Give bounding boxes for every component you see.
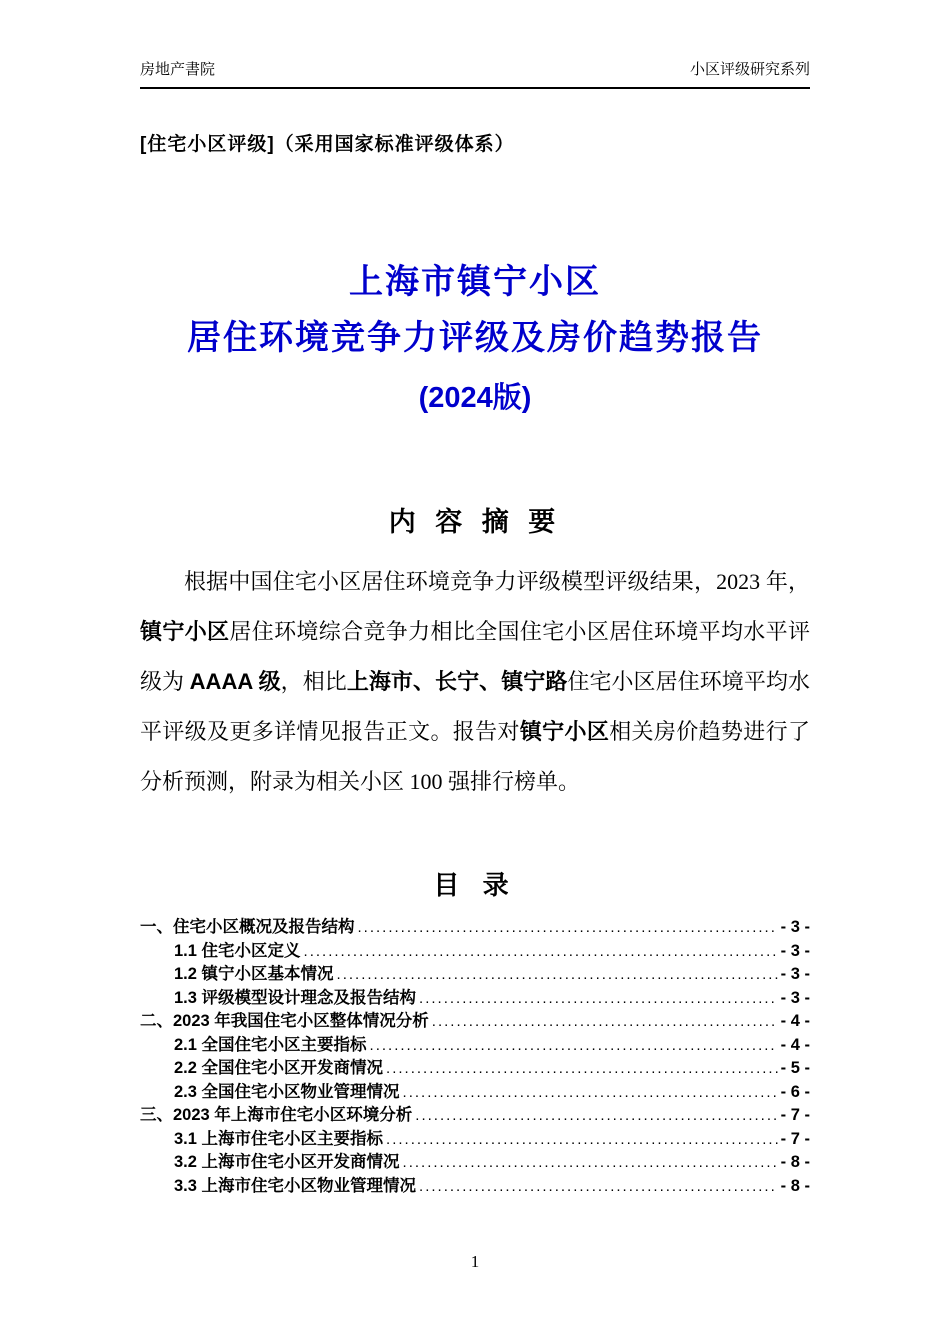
toc-entry[interactable] [140, 1034, 810, 1058]
toc-entry[interactable] [140, 1128, 810, 1152]
toc-entry-page: - 3 - [780, 941, 810, 960]
toc-entry[interactable] [140, 1057, 810, 1081]
toc-entry[interactable] [140, 940, 810, 964]
toc-entry-label: 2.2 全国住宅小区开发商情况 [174, 1059, 384, 1077]
paragraph-bold-run: 镇宁小区 [140, 619, 230, 644]
document-header [140, 58, 810, 89]
toc-entry-label: 1.3 评级模型设计理念及报告结构 [174, 988, 417, 1007]
toc-dot-leader [358, 916, 778, 940]
rating-tag-line: [住宅小区评级]（采用国家标准评级体系） [140, 134, 515, 155]
abstract-heading: 内 容 摘 要 [388, 507, 562, 537]
report-title-line1: 上海市镇宁小区 [349, 263, 601, 301]
toc-entry[interactable] [140, 1151, 810, 1175]
toc-dot-leader [386, 1057, 778, 1081]
table-of-contents [140, 916, 810, 1198]
paragraph-text-run: 住宅小区居住环境平均水平评级及更多详情见报告正文。报告对 [140, 669, 810, 744]
toc-entry-label: 3.1 上海市住宅小区主要指标 [174, 1129, 384, 1148]
toc-dot-leader [432, 1010, 778, 1034]
paragraph-text-run: 相关房价趋势进行了分析预测，附录为相关小区 100 强排行榜单。 [140, 719, 810, 794]
toc-entry[interactable] [140, 987, 810, 1011]
toc-entry-label: 1.1 住宅小区定义 [174, 941, 301, 960]
paragraph-bold-run: 上海市、长宁、镇宁路 [346, 669, 568, 694]
toc-entry[interactable] [140, 1010, 810, 1034]
toc-dot-leader [370, 1034, 778, 1058]
toc-entry[interactable] [140, 1104, 810, 1128]
toc-dot-leader [419, 1175, 778, 1199]
toc-dot-leader [419, 987, 778, 1011]
toc-entry-page: - 5 - [780, 1059, 810, 1077]
paragraph-bold-run: AAAA 级 [189, 669, 281, 694]
toc-entry-page: - 3 - [780, 988, 810, 1007]
toc-entry[interactable] [140, 963, 810, 987]
toc-dot-leader [415, 1104, 777, 1128]
toc-dot-leader [403, 1151, 778, 1175]
toc-dot-leader [403, 1081, 778, 1105]
page-number: 1 [470, 1252, 480, 1271]
toc-entry-label: 一、住宅小区概况及报告结构 [140, 918, 355, 936]
header-left-text: 房地产書院 [140, 61, 216, 78]
toc-dot-leader [386, 1128, 778, 1152]
toc-entry-page: - 6 - [780, 1082, 810, 1101]
toc-entry-label: 3.2 上海市住宅小区开发商情况 [174, 1153, 400, 1171]
header-right-text: 小区评级研究系列 [689, 61, 810, 78]
toc-entry-label: 1.2 镇宁小区基本情况 [174, 965, 334, 983]
paragraph-text-run: 居住环境综合竞争力相比全国住宅小区居住环境平均水平评级为 [140, 619, 810, 694]
toc-entry[interactable] [140, 916, 810, 940]
toc-entry-page: - 3 - [780, 918, 810, 936]
toc-entry-label: 3.3 上海市住宅小区物业管理情况 [174, 1176, 417, 1195]
toc-entry-page: - 8 - [780, 1176, 810, 1195]
paragraph-text-run: 根据中国住宅小区居住环境竞争力评级模型评级结果，2023 年， [184, 569, 810, 594]
report-title-edition: (2024版) [418, 382, 532, 414]
toc-entry-page: - 8 - [780, 1153, 810, 1171]
abstract-paragraph [140, 557, 810, 807]
toc-dot-leader [304, 940, 778, 964]
toc-entry-label: 三、2023 年上海市住宅小区环境分析 [140, 1106, 413, 1124]
toc-entry-page: - 7 - [780, 1129, 810, 1148]
toc-entry-label: 2.1 全国住宅小区主要指标 [174, 1035, 367, 1054]
toc-entry-page: - 4 - [780, 1012, 810, 1030]
paragraph-text-run: ，相比 [280, 669, 347, 694]
toc-entry-label: 二、2023 年我国住宅小区整体情况分析 [140, 1012, 429, 1030]
toc-dot-leader [337, 963, 778, 987]
report-title-block [140, 254, 810, 424]
toc-entry[interactable] [140, 1175, 810, 1199]
toc-heading: 目 录 [433, 870, 517, 900]
toc-entry[interactable] [140, 1081, 810, 1105]
paragraph-bold-run: 镇宁小区 [519, 719, 610, 744]
toc-entry-page: - 3 - [780, 965, 810, 983]
toc-entry-page: - 4 - [780, 1035, 810, 1054]
report-title-line2: 居住环境竞争力评级及房价趋势报告 [187, 319, 763, 357]
toc-entry-label: 2.3 全国住宅小区物业管理情况 [174, 1082, 400, 1101]
toc-entry-page: - 7 - [780, 1106, 810, 1124]
